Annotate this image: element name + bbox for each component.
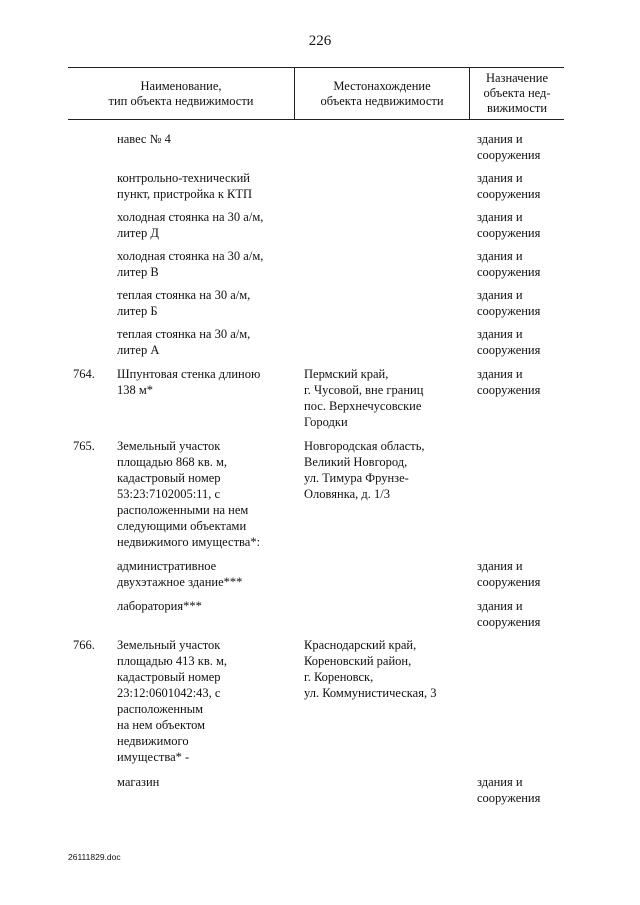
table-row — [0, 209, 640, 248]
table-row — [0, 248, 640, 287]
row-name: теплая стоянка на 30 а/м, литер Б — [117, 288, 251, 318]
row-purpose: здания и сооружения — [477, 210, 541, 240]
row-number: 765. — [73, 439, 95, 453]
row-name: контрольно-технический пункт, пристройка к КТП — [117, 171, 253, 201]
table-row — [0, 598, 640, 637]
row-location: Пермский край, г. Чусовой, вне границ пос. Верхнечусовские Городки — [304, 367, 424, 429]
table-row — [0, 366, 640, 438]
table-body — [0, 131, 640, 814]
row-name: лаборатория*** — [117, 599, 202, 613]
row-name: административное двухэтажное здание*** — [117, 559, 243, 589]
page-number: 226 — [308, 33, 332, 49]
table-row — [0, 637, 640, 774]
row-purpose: здания и сооружения — [477, 327, 541, 357]
row-number: 764. — [73, 367, 95, 381]
table-row — [0, 131, 640, 170]
row-purpose: здания и сооружения — [477, 132, 541, 162]
header-name-label: Наименование, тип объекта недвижимости — [108, 78, 254, 108]
row-location: Краснодарский край, Кореновский район, г. Кореновск, ул. Коммунистическая, 3 — [304, 638, 437, 700]
footer-document-code: 26111829.doc — [68, 852, 121, 862]
row-purpose: здания и сооружения — [477, 288, 541, 318]
header-purpose-label: Назначение объекта нед- вижимости — [483, 71, 551, 115]
row-name: магазин — [117, 775, 160, 789]
row-purpose: здания и сооружения — [477, 171, 541, 201]
row-location: Новгородская область, Великий Новгород, ул. Тимура Фрунзе- Оловянка, д. 1/3 — [304, 439, 425, 501]
row-purpose: здания и сооружения — [477, 249, 541, 279]
row-purpose: здания и сооружения — [477, 559, 541, 589]
row-name: Земельный участок площадью 868 кв. м, кадастровый номер 53:23:7102005:11, с расположенными на нем следующими объектами недвижимого имущества*: — [117, 439, 261, 549]
row-name: теплая стоянка на 30 а/м, литер А — [117, 327, 251, 357]
header-purpose-column — [469, 68, 564, 119]
table-row — [0, 170, 640, 209]
table-row — [0, 438, 640, 558]
table-row — [0, 558, 640, 598]
header-location-column — [294, 68, 469, 119]
row-name: навес № 4 — [117, 132, 171, 146]
table-row — [0, 287, 640, 326]
row-name: холодная стоянка на 30 а/м, литер Д — [117, 210, 264, 240]
table-row — [0, 326, 640, 366]
row-name: Шпунтовая стенка длиною 138 м* — [117, 367, 261, 397]
row-purpose: здания и сооружения — [477, 775, 541, 805]
row-purpose: здания и сооружения — [477, 599, 541, 629]
row-name: холодная стоянка на 30 а/м, литер В — [117, 249, 264, 279]
row-name: Земельный участок площадью 413 кв. м, кадастровый номер 23:12:0601042:43, с расположенным на нем объектом недвижимого имущества* - — [117, 638, 228, 764]
row-number: 766. — [73, 638, 95, 652]
header-name-column — [68, 68, 294, 119]
row-purpose: здания и сооружения — [477, 367, 541, 397]
header-location-label: Местонахождение объекта недвижимости — [320, 78, 444, 108]
table-row — [0, 774, 640, 814]
table-header — [68, 67, 564, 120]
